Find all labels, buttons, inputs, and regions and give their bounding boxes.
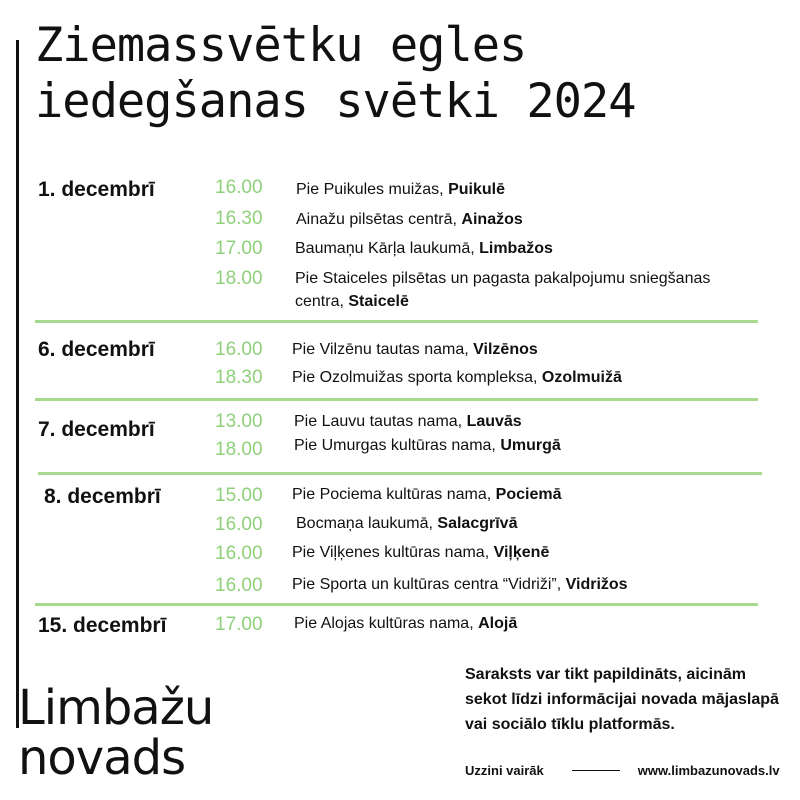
section-separator bbox=[35, 320, 758, 323]
event-place: Pie Lauvu tautas nama, Lauvās bbox=[294, 413, 522, 430]
more-info-label: Uzzini vairāk bbox=[465, 763, 544, 778]
section-separator bbox=[35, 603, 758, 606]
event-place: Pie Vilzēnu tautas nama, Vilzēnos bbox=[292, 341, 538, 358]
website-link[interactable]: www.limbazunovads.lv bbox=[637, 763, 780, 778]
event-town: Vidrižos bbox=[565, 576, 628, 593]
event-place: Pie Staiceles pilsētas un pagasta pakalpojumu sniegšanas centra, Staicelē bbox=[295, 270, 711, 310]
page-title bbox=[35, 18, 636, 130]
event-place: Pie Umurgas kultūras nama, Umurgā bbox=[294, 437, 561, 454]
event-town: Puikulē bbox=[448, 181, 505, 198]
event-time: 16.00 bbox=[215, 339, 263, 360]
title-line-2: iedegšanas svētki 2024 bbox=[35, 74, 636, 129]
event-place: Pie Pociema kultūras nama, Pociemā bbox=[292, 486, 562, 503]
info-note: Saraksts var tikt papildināts, aicinām sekot līdzi informācijai novada mājaslapā vai sociālo tīklu platformās. bbox=[465, 666, 779, 733]
event-town: Ainažos bbox=[461, 211, 523, 228]
event-place: Pie Alojas kultūras nama, Alojā bbox=[294, 615, 518, 632]
event-town: Umurgā bbox=[500, 437, 561, 454]
event-time: 18.30 bbox=[215, 367, 263, 388]
event-place: Bocmaņa laukumā, Salacgrīvā bbox=[296, 515, 518, 532]
event-place: Pie Sporta un kultūras centra “Vidriži”, Vidrižos bbox=[292, 576, 628, 593]
logo-line-1: Limbažu bbox=[18, 680, 214, 736]
event-place: Pie Viļķenes kultūras nama, Viļķenē bbox=[292, 544, 550, 561]
event-town: Alojā bbox=[478, 615, 518, 632]
date-label: 6. decembrī bbox=[38, 338, 155, 361]
event-place: Baumaņu Kārļa laukumā, Limbažos bbox=[295, 240, 553, 257]
title-line-1: Ziemassvētku egles bbox=[35, 18, 527, 73]
event-time: 16.00 bbox=[215, 543, 263, 564]
logo-line-2: novads bbox=[18, 730, 186, 786]
event-time: 13.00 bbox=[215, 411, 263, 432]
section-separator bbox=[38, 472, 762, 475]
more-info-row bbox=[465, 763, 785, 778]
event-time: 18.00 bbox=[215, 439, 263, 460]
event-town: Staicelē bbox=[348, 293, 409, 310]
left-vertical-rule bbox=[16, 40, 19, 728]
event-town: Pociemā bbox=[495, 486, 562, 503]
event-place: Pie Ozolmuižas sporta kompleksa, Ozolmuižā bbox=[292, 369, 622, 386]
event-time: 18.00 bbox=[215, 268, 263, 289]
event-time: 16.30 bbox=[215, 208, 263, 229]
event-town: Lauvās bbox=[466, 413, 522, 430]
event-town: Limbažos bbox=[479, 240, 553, 257]
event-town: Viļķenē bbox=[493, 544, 550, 561]
event-town: Salacgrīvā bbox=[437, 515, 518, 532]
event-town: Vilzēnos bbox=[473, 341, 538, 358]
event-time: 15.00 bbox=[215, 485, 263, 506]
date-label: 7. decembrī bbox=[38, 418, 155, 441]
limbazu-novads-logo bbox=[18, 680, 214, 786]
event-place: Pie Puikules muižas, Puikulē bbox=[296, 181, 505, 198]
date-label: 1. decembrī bbox=[38, 178, 155, 201]
more-info-dash bbox=[572, 770, 620, 771]
date-label: 8. decembrī bbox=[44, 485, 161, 508]
event-time: 16.00 bbox=[215, 514, 263, 535]
section-separator bbox=[35, 398, 758, 401]
event-time: 16.00 bbox=[215, 177, 263, 198]
date-label: 15. decembrī bbox=[38, 614, 167, 637]
event-town: Ozolmuižā bbox=[541, 369, 622, 386]
event-time: 16.00 bbox=[215, 575, 263, 596]
event-time: 17.00 bbox=[215, 238, 263, 259]
event-time: 17.00 bbox=[215, 614, 263, 635]
event-place: Ainažu pilsētas centrā, Ainažos bbox=[296, 211, 523, 228]
